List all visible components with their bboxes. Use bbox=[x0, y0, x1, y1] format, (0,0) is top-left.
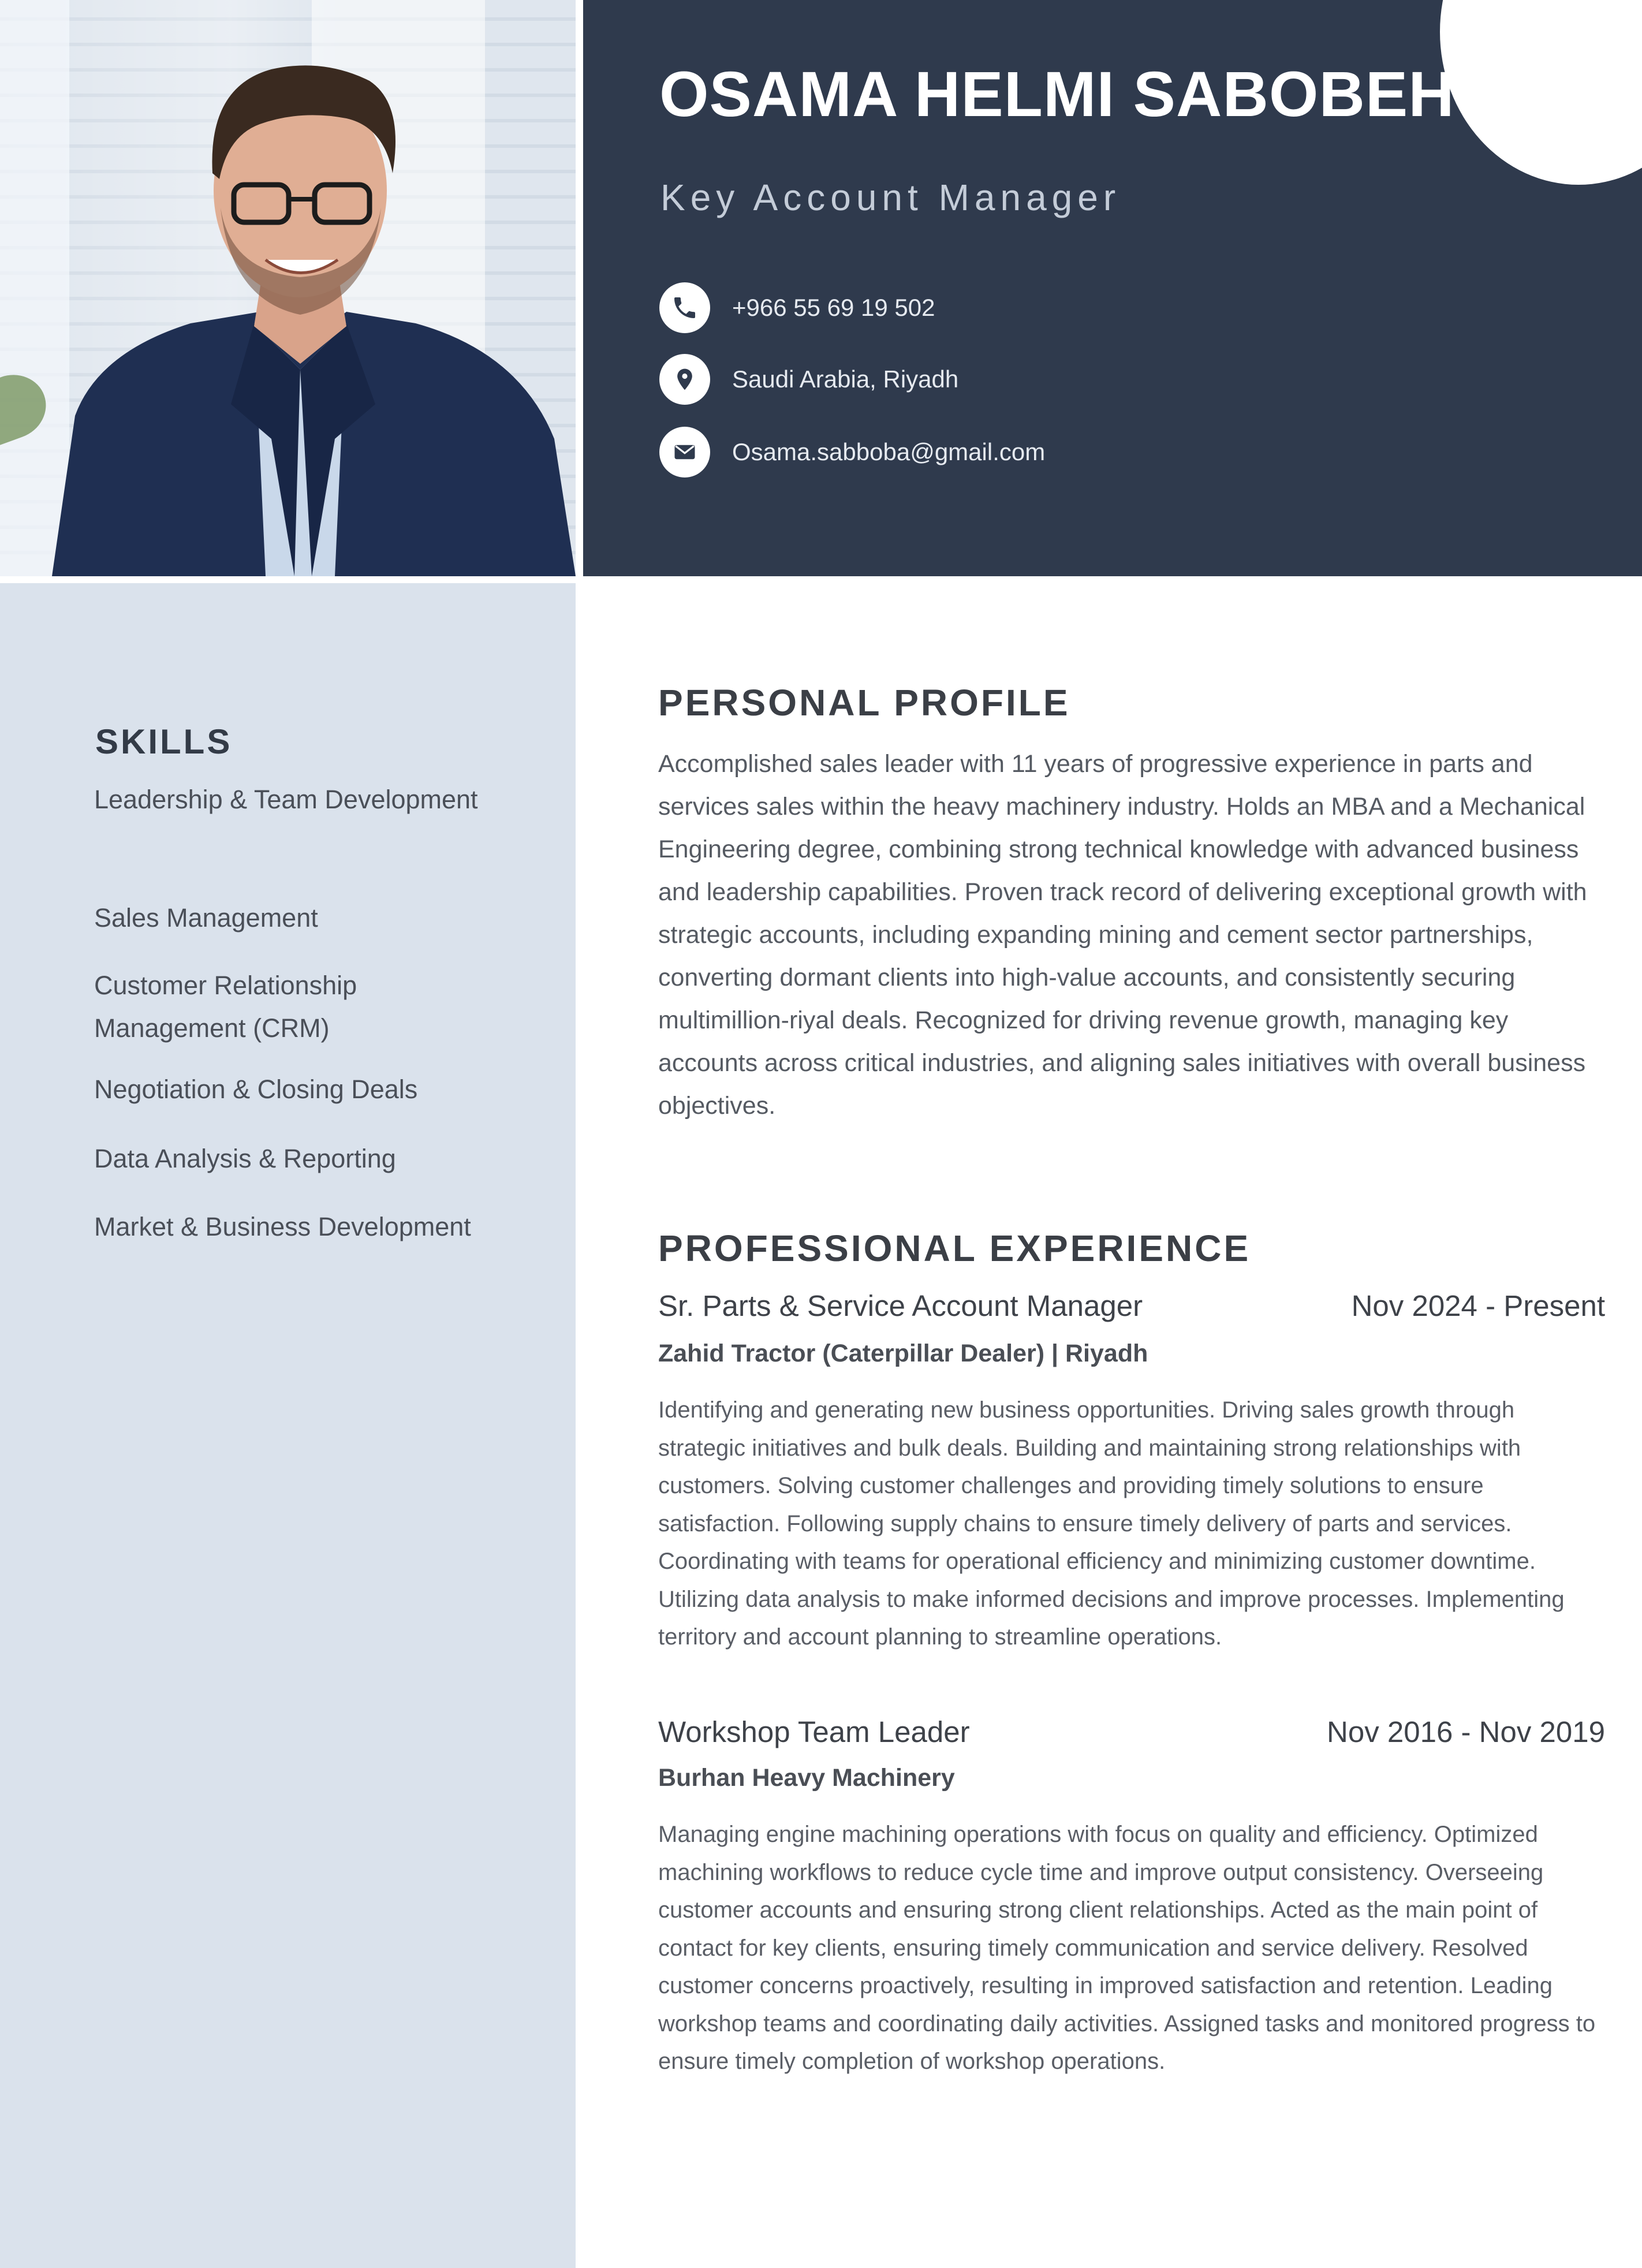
job-description: Managing engine machining operations with focus on quality and efficiency. Optimized machining workflows to reduce cycle time and improve output consistency. Overseeing customer accounts and ensuring strong client relationships. Acted as the main point of contact for key clients, ensuring timely communication and service delivery. Resolved customer concerns proactively, resulting in improved satisfaction and retention. Leading workshop teams and coordinating daily activities. Assigned tasks and monitored progress to ensure timely completion of workshop operations. bbox=[658, 1822, 1596, 2074]
header-panel bbox=[583, 0, 1642, 576]
personal-profile-text: Accomplished sales leader with 11 years of progressive experience in parts and services sales within the heavy machinery industry. Holds an MBA and a Mechanical Engineering degree, combining strong technical knowledge with advanced business and leadership capabilities. Proven track record of delivering exceptional growth with strategic accounts, including expanding mining and cement sector partnerships, converting dormant clients into high-value accounts, and consistently securing multimillion-riyal deals. Recognized for driving revenue growth, managing key accounts across critical industries, and aligning sales initiatives with overall business objectives. bbox=[658, 750, 1587, 1120]
mail-icon bbox=[659, 427, 710, 478]
location-text: Saudi Arabia, Riyadh bbox=[732, 365, 959, 393]
job-header bbox=[658, 1289, 1605, 1329]
job-role: Sr. Parts & Service Account Manager bbox=[658, 1289, 1143, 1322]
profile-photo bbox=[0, 0, 576, 576]
job-company: Burhan Heavy Machinery bbox=[658, 1764, 955, 1792]
skill-item: Negotiation & Closing Deals bbox=[94, 1075, 418, 1104]
job-description: Identifying and generating new business opportunities. Driving sales growth through strategic initiatives and bulk deals. Building and maintaining strong relationships with customers. Solving customer challenges and providing timely solutions to ensure satisfaction. Following supply chains to ensure timely delivery of parts and services. Coordinating with teams for operational efficiency and minimizing customer downtime. Utilizing data analysis to make informed decisions and improve processes. Implementing territory and account planning to streamline operations. bbox=[658, 1397, 1565, 1650]
location-pin-icon bbox=[659, 354, 710, 405]
job-dates: Nov 2016 - Nov 2019 bbox=[1327, 1715, 1605, 1748]
job-role: Workshop Team Leader bbox=[658, 1715, 970, 1748]
phone-text: +966 55 69 19 502 bbox=[732, 294, 935, 321]
skill-item: Leadership & Team Development bbox=[94, 785, 478, 814]
person-illustration bbox=[0, 0, 576, 576]
job-title: Key Account Manager bbox=[660, 177, 1121, 218]
candidate-name: OSAMA HELMI SABOBEH bbox=[659, 59, 1455, 130]
skill-item: Market & Business Development bbox=[94, 1212, 471, 1241]
job-dates: Nov 2024 - Present bbox=[1351, 1289, 1605, 1322]
contact-phone bbox=[659, 282, 935, 334]
decorative-corner-circle bbox=[1440, 0, 1642, 185]
skill-item: Customer Relationship Management (CRM) bbox=[94, 971, 357, 1043]
contact-location bbox=[659, 353, 958, 405]
skill-item: Sales Management bbox=[94, 903, 318, 932]
personal-profile-heading: PERSONAL PROFILE bbox=[658, 682, 1070, 723]
contact-email bbox=[659, 426, 1045, 478]
skills-heading: SKILLS bbox=[95, 722, 233, 761]
email-text: Osama.sabboba@gmail.com bbox=[732, 438, 1046, 465]
phone-icon bbox=[659, 282, 710, 333]
skill-item: Data Analysis & Reporting bbox=[94, 1144, 396, 1173]
skills-sidebar bbox=[0, 583, 576, 2268]
job-header bbox=[658, 1715, 1605, 1755]
experience-heading: PROFESSIONAL EXPERIENCE bbox=[658, 1228, 1251, 1269]
job-company: Zahid Tractor (Caterpillar Dealer) | Riyadh bbox=[658, 1340, 1148, 1367]
